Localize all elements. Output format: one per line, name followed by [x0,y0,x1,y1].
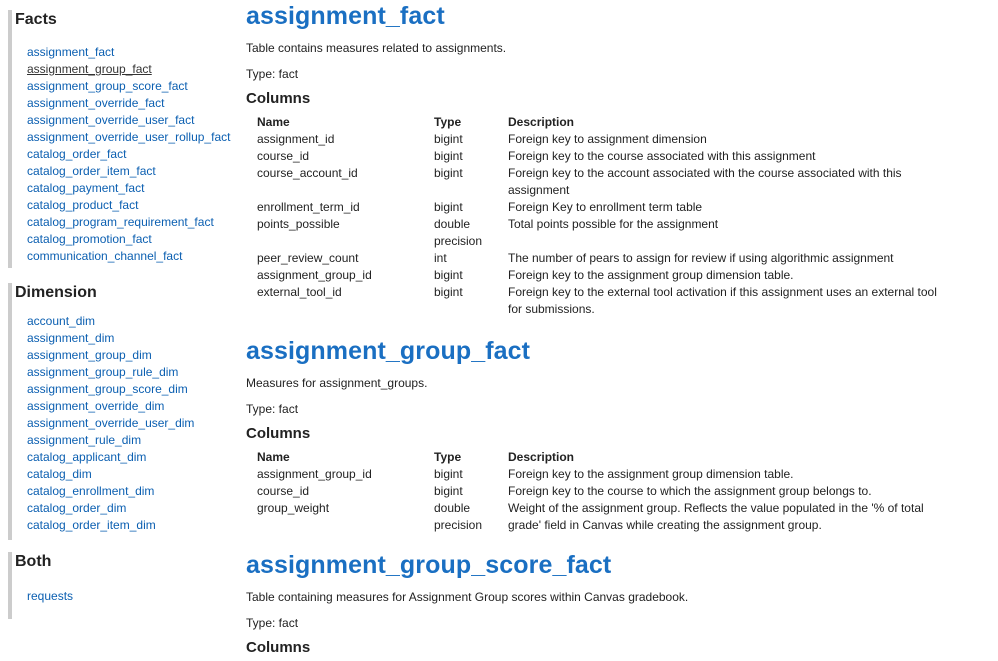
column-type: bigint [434,200,463,214]
sidebar-link-catalog-enrollment-dim[interactable]: catalog_enrollment_dim [27,484,155,498]
sidebar-link-catalog-applicant-dim[interactable]: catalog_applicant_dim [27,450,147,464]
sidebar-link-communication-channel-fact[interactable]: communication_channel_fact [27,249,183,263]
column-header-description: Description [508,450,575,464]
table-section-assignment-group-fact [246,335,986,534]
table-row [257,267,948,284]
column-description: The number of pears to assign for review if using algorithmic assignment [508,251,894,265]
sidebar-link-catalog-order-dim[interactable]: catalog_order_dim [27,501,127,515]
table-section-assignment-fact [246,0,986,318]
sidebar-heading-both: Both [15,553,52,570]
columns-heading: Columns [246,639,311,656]
column-name: assignment_group_id [257,467,372,481]
table-title[interactable]: assignment_group_fact [246,337,531,365]
column-header-description: Description [508,115,575,129]
sidebar-link-catalog-promotion-fact[interactable]: catalog_promotion_fact [27,232,152,246]
sidebar-link-assignment-override-fact[interactable]: assignment_override_fact [27,96,165,110]
column-type: bigint [434,149,463,163]
sidebar-link-assignment-group-dim[interactable]: assignment_group_dim [27,348,152,362]
table-type: Type: fact [246,67,299,81]
column-name: group_weight [257,501,330,515]
sidebar-link-assignment-group-rule-dim[interactable]: assignment_group_rule_dim [27,365,179,379]
columns-header-row [257,449,948,466]
column-description: Foreign key to assignment dimension [508,132,707,146]
table-row [257,500,948,534]
sidebar-link-catalog-order-fact[interactable]: catalog_order_fact [27,147,127,161]
sidebar-link-assignment-rule-dim[interactable]: assignment_rule_dim [27,433,142,447]
table-description: Measures for assignment_groups. [246,376,428,390]
sidebar-link-assignment-override-user-fact[interactable]: assignment_override_user_fact [27,113,195,127]
column-header-name: Name [257,450,290,464]
column-description: Foreign key to the external tool activation if this assignment uses an external tool for submissions. [508,285,937,316]
column-description: Foreign key to the assignment group dimension table. [508,268,794,282]
sidebar-section-both [8,552,233,619]
columns-heading: Columns [246,90,311,107]
table-description: Table containing measures for Assignment Group scores within Canvas gradebook. [246,590,689,604]
table-row [257,466,948,483]
columns-table [257,114,948,318]
table-row [257,216,948,250]
column-description: Foreign key to the course associated with this assignment [508,149,816,163]
sidebar-link-catalog-product-fact[interactable]: catalog_product_fact [27,198,139,212]
table-title[interactable]: assignment_fact [246,2,445,30]
sidebar-link-assignment-override-user-rollup-fact[interactable]: assignment_override_user_rollup_fact [27,130,231,144]
sidebar-link-assignment-fact[interactable]: assignment_fact [27,45,115,59]
sidebar-heading-dimension: Dimension [15,284,97,301]
table-description: Table contains measures related to assignments. [246,41,507,55]
column-type: double precision [434,217,483,248]
sidebar-link-catalog-payment-fact[interactable]: catalog_payment_fact [27,181,145,195]
table-row [257,131,948,148]
column-description: Foreign key to the account associated with the course associated with this assignment [508,166,902,197]
column-name: points_possible [257,217,340,231]
column-name: enrollment_term_id [257,200,360,214]
column-name: assignment_id [257,132,335,146]
column-type: bigint [434,467,463,481]
column-type: bigint [434,484,463,498]
columns-heading: Columns [246,425,311,442]
columns-table [257,449,948,534]
sidebar-link-assignment-dim[interactable]: assignment_dim [27,331,115,345]
sidebar-heading-facts: Facts [15,11,57,28]
column-name: course_id [257,149,310,163]
sidebar-link-assignment-group-fact[interactable]: assignment_group_fact [27,62,152,76]
column-header-type: Type [434,450,462,464]
column-description: Foreign key to the course to which the assignment group belongs to. [508,484,872,498]
column-header-type: Type [434,115,462,129]
sidebar-section-facts [8,10,233,268]
facts-link-list [15,44,233,265]
sidebar-link-requests[interactable]: requests [27,589,74,603]
sidebar-link-catalog-order-item-fact[interactable]: catalog_order_item_fact [27,164,156,178]
column-name: external_tool_id [257,285,342,299]
sidebar-link-assignment-group-score-fact[interactable]: assignment_group_score_fact [27,79,188,93]
table-row [257,148,948,165]
table-title[interactable]: assignment_group_score_fact [246,551,612,579]
sidebar-link-catalog-order-item-dim[interactable]: catalog_order_item_dim [27,518,156,532]
column-type: int [434,251,447,265]
column-name: course_account_id [257,166,358,180]
column-name: course_id [257,484,310,498]
sidebar-link-assignment-override-user-dim[interactable]: assignment_override_user_dim [27,416,195,430]
column-type: bigint [434,268,463,282]
table-row [257,483,948,500]
column-type: bigint [434,166,463,180]
column-type: bigint [434,285,463,299]
table-row [257,165,948,199]
table-type: Type: fact [246,616,299,630]
table-row [257,284,948,318]
table-row [257,250,948,267]
column-name: assignment_group_id [257,268,372,282]
column-description: Total points possible for the assignment [508,217,719,231]
dimension-link-list [15,313,233,534]
sidebar [8,0,233,619]
sidebar-link-assignment-group-score-dim[interactable]: assignment_group_score_dim [27,382,188,396]
column-description: Foreign key to the assignment group dimension table. [508,467,794,481]
column-description: Weight of the assignment group. Reflects the value populated in the '% of total grade' field in Canvas while creating the assignment group. [508,501,924,532]
main-content [246,0,986,657]
sidebar-link-account-dim[interactable]: account_dim [27,314,96,328]
column-header-name: Name [257,115,290,129]
column-type: double precision [434,501,483,532]
table-row [257,199,948,216]
both-link-list [15,588,233,605]
columns-header-row [257,114,948,131]
column-type: bigint [434,132,463,146]
sidebar-link-catalog-dim[interactable]: catalog_dim [27,467,92,481]
table-type: Type: fact [246,402,299,416]
column-description: Foreign Key to enrollment term table [508,200,703,214]
sidebar-section-dimension [8,283,233,540]
sidebar-link-assignment-override-dim[interactable]: assignment_override_dim [27,399,165,413]
column-name: peer_review_count [257,251,359,265]
table-section-assignment-group-score-fact [246,549,986,657]
sidebar-link-catalog-program-requirement-fact[interactable]: catalog_program_requirement_fact [27,215,214,229]
